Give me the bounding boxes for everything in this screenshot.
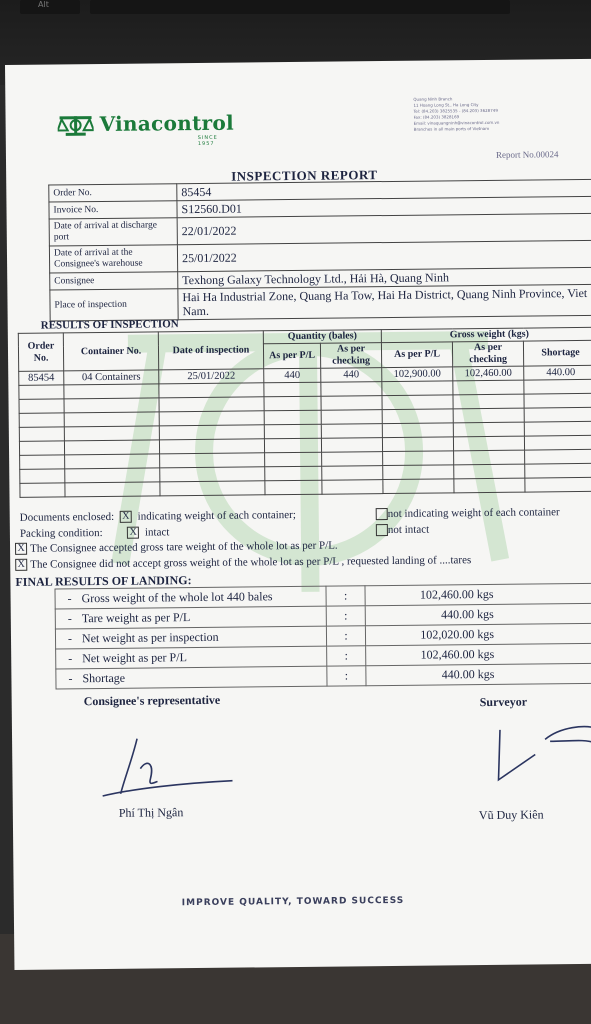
- info-label: Consignee: [50, 272, 178, 290]
- scales-icon: [57, 112, 93, 136]
- branch-line: Branches in all main ports of Vietnam: [413, 125, 490, 132]
- branch-line: Email: vinaquangninh@vinacontrol.com.vn: [413, 119, 500, 126]
- info-value: S12560.D01: [177, 196, 591, 217]
- info-label: Invoice No.: [49, 201, 177, 219]
- separator: :: [326, 626, 365, 646]
- info-label: Place of inspection: [50, 289, 178, 321]
- row-dash: -: [67, 591, 72, 606]
- packing-checked-box: X: [127, 527, 139, 539]
- info-value: 22/01/2022: [177, 213, 591, 244]
- company-name: Vinacontrol: [99, 110, 235, 137]
- branch-line: Tel: (84.203) 3825535 - (84.203) 3628749: [413, 107, 498, 114]
- info-label: Date of arrival at the Consignee's warehouse: [49, 245, 177, 273]
- branch-info: [413, 95, 573, 133]
- separator: :: [327, 666, 366, 686]
- surveyor-label: Surveyor: [479, 694, 528, 710]
- cell-qty-checking: 440: [321, 368, 382, 383]
- report-title: INSPECTION REPORT: [231, 167, 378, 184]
- results-heading: RESULTS OF INSPECTION: [40, 318, 179, 332]
- space-bar: [90, 0, 510, 14]
- not-accepted-checkbox: X: [15, 559, 27, 571]
- header-container-no: Container No.: [63, 332, 158, 371]
- header-qty-as-per-checking: As per checking: [320, 343, 381, 369]
- header-gw-as-per-pl: As per P/L: [381, 342, 452, 368]
- final-label: Net weight as per inspection: [81, 629, 219, 646]
- cell-gw-pl: 102,900.00: [382, 367, 453, 382]
- branch-line: 11 Hoang Long St., Ha Long City: [413, 102, 479, 108]
- documents-checked-box: X: [120, 511, 132, 523]
- final-value: 440.00: [441, 667, 475, 682]
- final-label: Tare weight as per P/L: [81, 610, 191, 626]
- info-table: [48, 179, 591, 322]
- final-results-table: [54, 583, 591, 690]
- cell-shortage: 440.00: [524, 365, 591, 380]
- consignee-representative-label: Consignee's representative: [83, 692, 221, 709]
- final-label: Net weight as per P/L: [82, 650, 187, 666]
- footer-slogan: IMPROVE QUALITY, TOWARD SUCCESS: [181, 895, 405, 909]
- header-order-no: Order No.: [18, 333, 63, 371]
- separator: :: [326, 586, 365, 606]
- separator: :: [326, 606, 365, 626]
- info-value: Hai Ha Industrial Zone, Quang Ha Tow, Hai Ha District, Quang Ninh Province, Viet Nam.: [178, 284, 591, 319]
- inspection-report-page: [5, 59, 591, 970]
- row-dash: -: [68, 651, 73, 666]
- accepted-checkbox: X: [15, 543, 27, 555]
- packing-condition-label: Packing condition:: [19, 527, 103, 540]
- header-shortage: Shortage: [523, 340, 591, 366]
- header-gross-weight-group: Gross weight (kgs): [381, 327, 591, 342]
- results-table: [18, 327, 591, 498]
- row-dash: -: [68, 671, 73, 686]
- alt-key-label: Alt: [38, 0, 49, 9]
- info-value: 25/01/2022: [177, 240, 591, 271]
- final-label: Shortage: [82, 670, 126, 686]
- documents-unchecked-text: not indicating weight of each container: [387, 506, 560, 521]
- header-date-of-inspection: Date of inspection: [158, 331, 263, 370]
- info-row: [50, 284, 591, 321]
- row-dash: -: [67, 611, 72, 626]
- cell-container-no: 04 Containers: [64, 370, 159, 385]
- consignee-name: Phí Thị Ngân: [118, 805, 184, 820]
- info-value: 85454: [177, 179, 591, 200]
- header-gw-as-per-checking: As per checking: [452, 341, 523, 367]
- final-value: 102,460.00: [420, 647, 475, 662]
- documents-checked-text: indicating weight of each container;: [137, 508, 296, 523]
- not-accepted-text: The Consignee did not accept gross weight of the whole lot as per P/L , requested landing of ....tares: [30, 554, 472, 571]
- info-label: Date of arrival at discharge port: [49, 218, 177, 246]
- final-value: 102,020.00: [420, 627, 475, 642]
- consignee-signature: [92, 723, 243, 805]
- final-unit: kgs: [476, 586, 494, 602]
- final-results-heading: FINAL RESULTS OF LANDING:: [15, 573, 192, 589]
- report-number: Report No.00024: [495, 149, 559, 160]
- separator: :: [327, 646, 366, 666]
- cell-qty-pl: 440: [264, 368, 321, 383]
- cell-date: 25/01/2022: [159, 369, 264, 384]
- info-label: Order No.: [49, 184, 177, 202]
- branch-line: Quang Ninh Branch: [413, 96, 453, 102]
- final-row: [56, 663, 591, 689]
- packing-checked-text: intact: [144, 526, 170, 539]
- cell-gw-checking: 102,460.00: [453, 366, 524, 381]
- final-value: 440.00: [441, 607, 475, 622]
- documents-unchecked-option: [376, 506, 560, 520]
- documents-enclosed-label: Documents enclosed:: [19, 510, 115, 524]
- packing-unchecked-text: not intact: [387, 523, 430, 537]
- header-quantity-group: Quantity (bales): [263, 330, 381, 344]
- surveyor-signature: [490, 719, 591, 790]
- company-since: SINCE 1957: [197, 134, 218, 147]
- info-value: Texhong Galaxy Technology Ltd., Hải Hà, Quang Ninh: [178, 267, 591, 288]
- row-dash: -: [67, 631, 73, 646]
- alt-key: [20, 0, 80, 14]
- packing-unchecked-option: [376, 524, 429, 537]
- accepted-text: The Consignee accepted gross tare weight of the whole lot as per P/L.: [30, 539, 338, 555]
- final-label: Gross weight of the whole lot 440 bales: [81, 589, 273, 606]
- final-unit: kgs: [477, 646, 495, 662]
- final-unit: kgs: [477, 666, 495, 682]
- header-qty-as-per-pl: As per P/L: [263, 343, 320, 369]
- final-value: 102,460.00: [419, 587, 474, 602]
- packing-unchecked-box: [376, 524, 388, 536]
- final-unit: kgs: [477, 606, 494, 622]
- surveyor-name: Vũ Duy Kiên: [478, 807, 544, 823]
- final-unit: kgs: [477, 626, 495, 642]
- documents-unchecked-box: [376, 508, 388, 520]
- cell-order-no: 85454: [19, 371, 64, 385]
- packing-condition-line: [20, 526, 170, 540]
- branch-line: Fax: (84.203) 3828169: [413, 114, 460, 120]
